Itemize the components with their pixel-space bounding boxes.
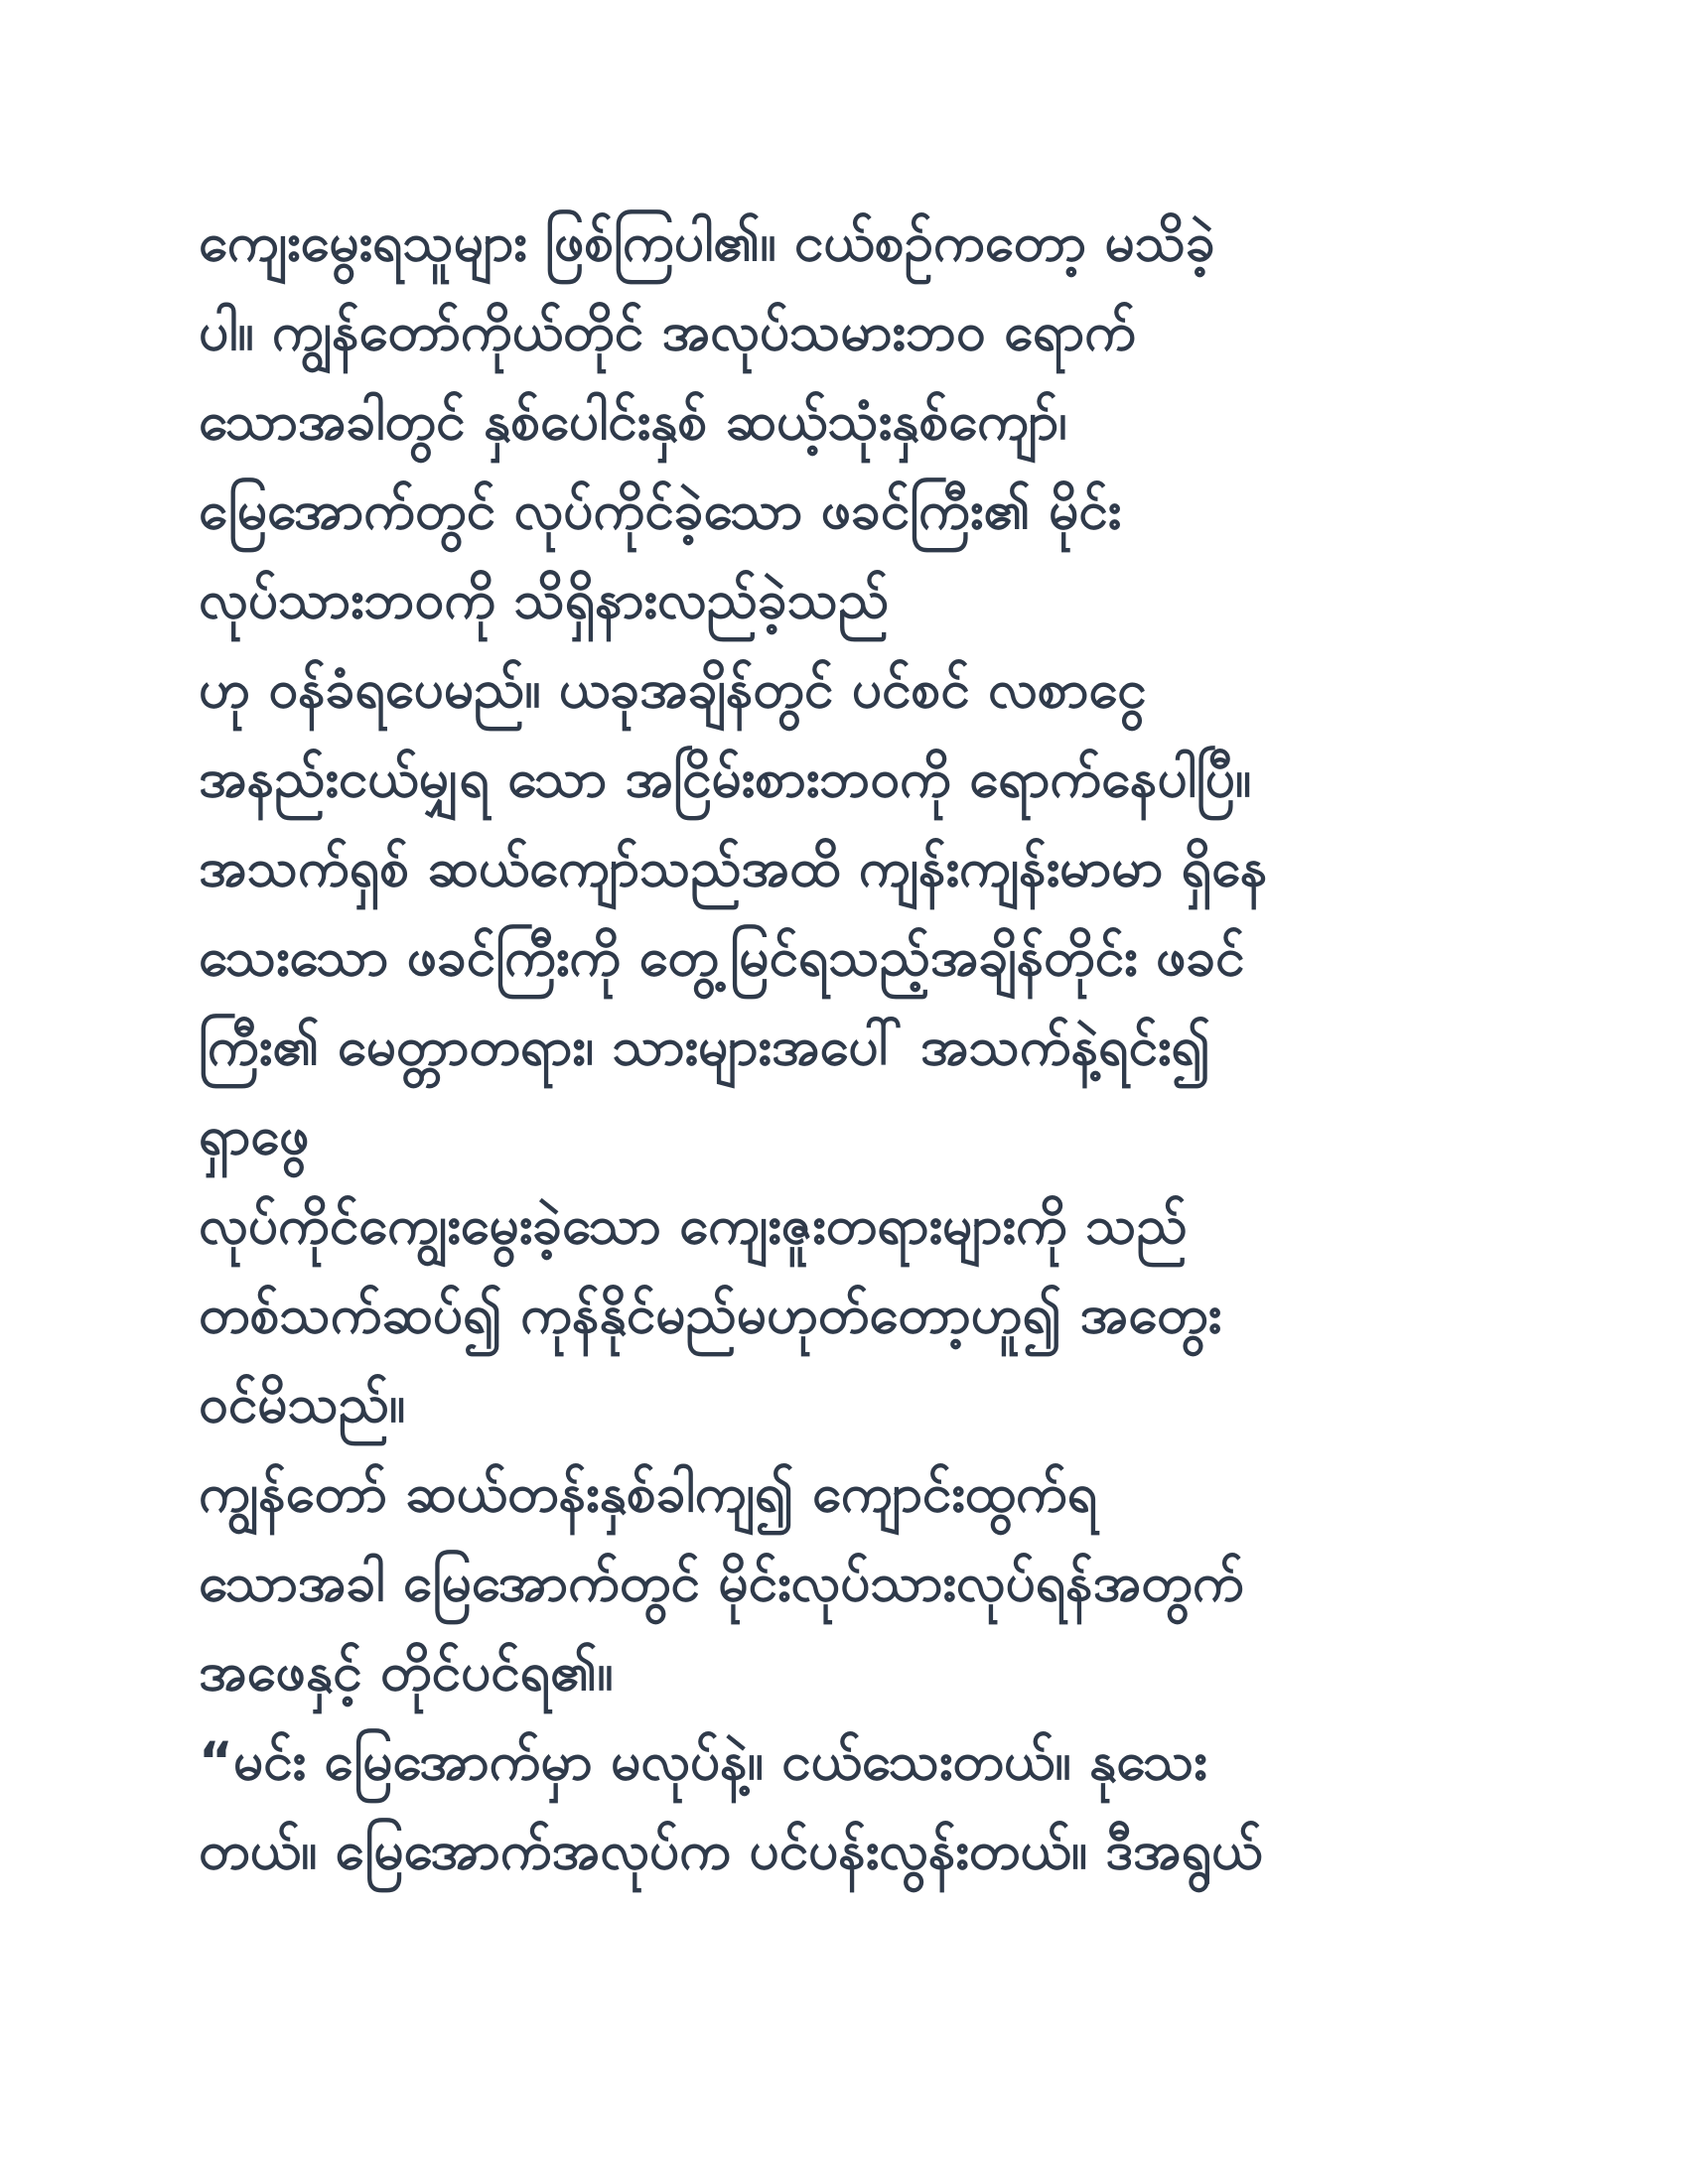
- text-line-3: သောအခါတွင် နှစ်ပေါင်းနှစ် ဆယ့်သုံးနှစ်ကျော်၊: [199, 391, 1067, 452]
- text-line-7: အနည်းငယ်မျှရ သော အငြိမ်းစားဘဝကို ရောက်နေပါပြီ။: [199, 749, 1251, 809]
- text-line-5: လုပ်သားဘဝကို သိရှိနားလည်ခဲ့သည်: [199, 570, 890, 630]
- text-line-2: ပါ။ ကျွန်တော်ကိုယ်တိုင် အလုပ်သမားဘဝ ရောက်: [199, 302, 1136, 362]
- text-line-1: ကျေးမွေးရသူများ ဖြစ်ကြပါ၏။ ငယ်စဉ်ကတော့ မသိခဲ့: [199, 212, 1215, 273]
- text-line-6: ဟု ဝန်ခံရပေမည်။ ယခုအချိန်တွင် ပင်စင် လစာငွေ: [199, 659, 1147, 720]
- text-line-16: သောအခါ မြေအောက်တွင် မိုင်းလုပ်သားလုပ်ရန်အတွက်: [199, 1553, 1244, 1613]
- text-line-8: အသက်ရှစ် ဆယ်ကျော်သည်အထိ ကျန်းကျန်းမာမာ ရှိနေ: [199, 838, 1268, 898]
- text-line-4: မြေအောက်တွင် လုပ်ကိုင်ခဲ့သော ဖခင်ကြီး၏ မိုင်း: [199, 480, 1122, 541]
- body-text: [199, 199, 1509, 1896]
- text-line-18: “မင်း မြေအောက်မှာ မလုပ်နဲ့။ ငယ်သေးတယ်။ နုသေး: [199, 1731, 1207, 1792]
- text-line-17: အဖေနှင့် တိုင်ပင်ရ၏။: [199, 1642, 614, 1703]
- text-line-19: တယ်။ မြေအောက်အလုပ်က ပင်ပန်းလွန်းတယ်။ ဒီအရွယ်: [199, 1821, 1263, 1881]
- text-line-12: လုပ်ကိုင်ကျွေးမွေးခဲ့သော ကျေးဇူးတရားများကို သည်: [199, 1195, 1188, 1256]
- text-line-9: သေးသော ဖခင်ကြီးကို တွေ့မြင်ရသည့်အချိန်တိုင်း ဖခင်: [199, 927, 1245, 988]
- text-line-10: ကြီး၏ မေတ္တာတရား၊ သားများအပေါ် အသက်နဲ့ရင်း၍: [199, 1017, 1210, 1077]
- text-line-11: ရှာဖွေ: [199, 1106, 310, 1166]
- text-line-13: တစ်သက်ဆပ်၍ ကုန်နိုင်မည်မဟုတ်တော့ဟူ၍ အတွေး: [199, 1285, 1222, 1345]
- text-line-14: ဝင်မိသည်။: [199, 1374, 405, 1434]
- text-line-15: ကျွန်တော် ဆယ်တန်းနှစ်ခါကျ၍ ကျောင်းထွက်ရ: [199, 1463, 1098, 1524]
